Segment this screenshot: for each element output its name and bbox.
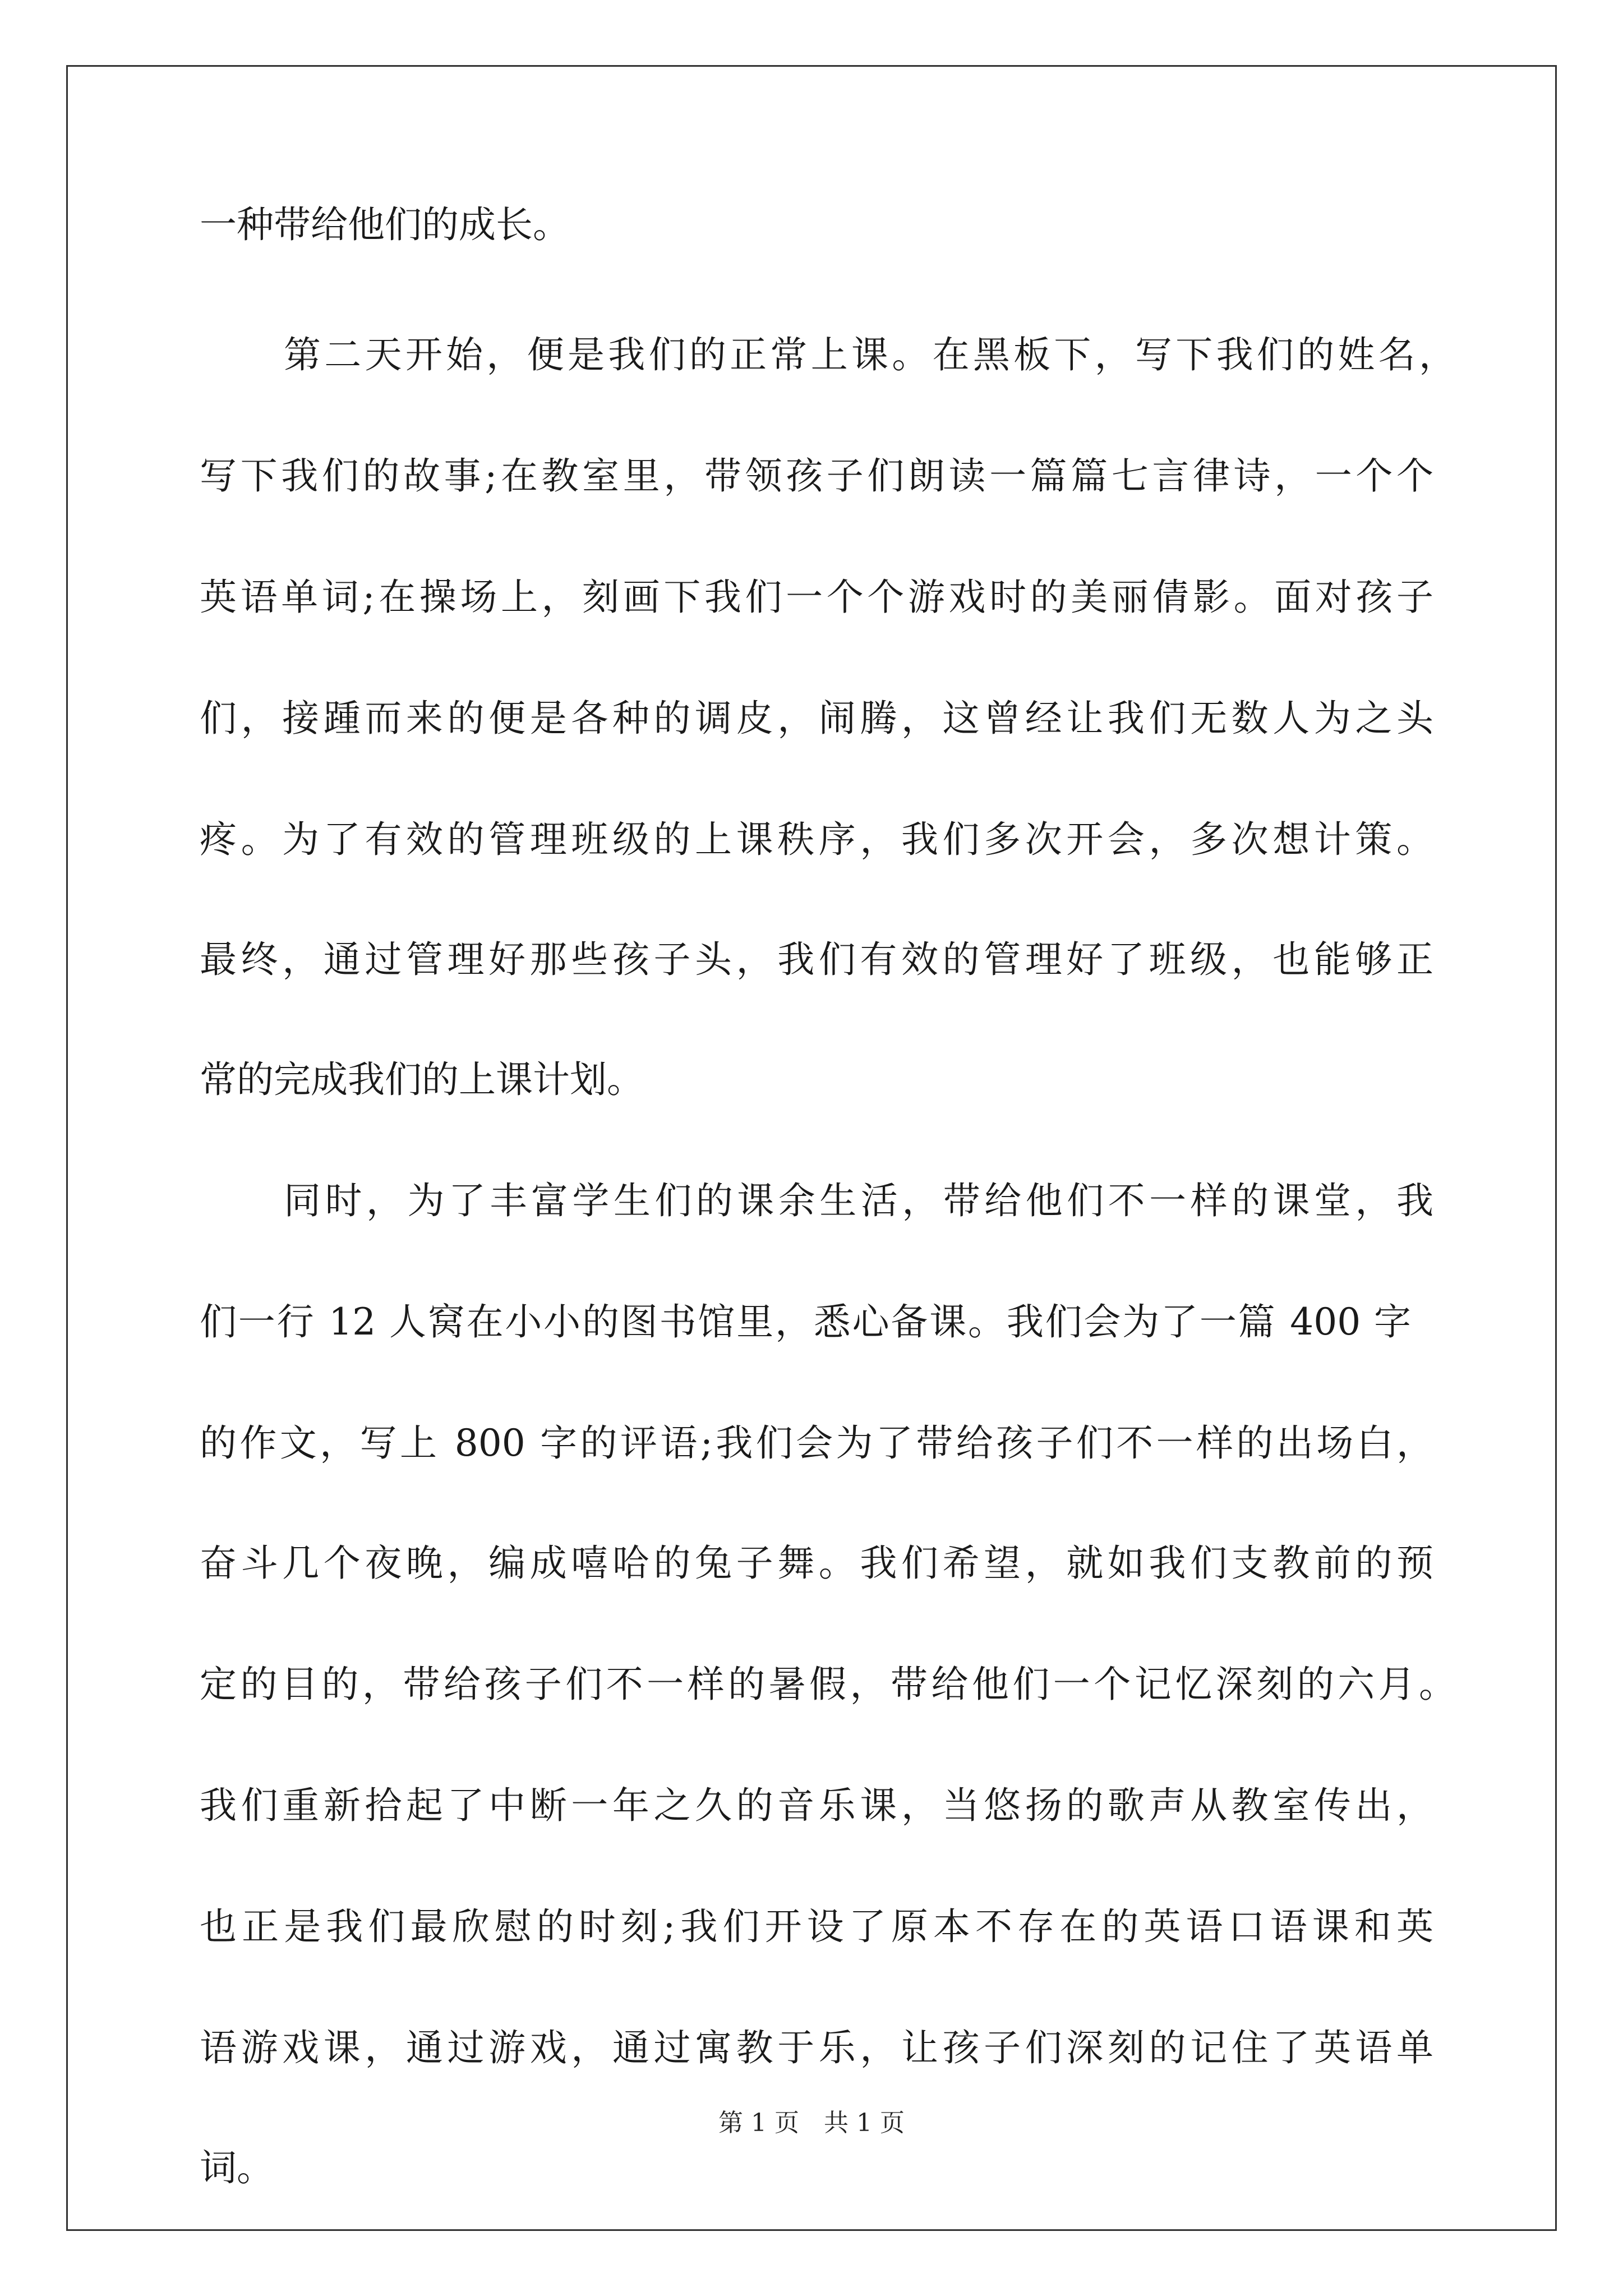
text-line: 语游戏课，通过游戏，通过寓教于乐，让孩子们深刻的记住了英语单 xyxy=(200,2026,1433,2069)
text-line: 写下我们的故事;在教室里，带领孩子们朗读一篇篇七言律诗，一个个 xyxy=(200,454,1433,498)
text-line: 也正是我们最欣慰的时刻;我们开设了原本不存在的英语口语课和英 xyxy=(200,1905,1433,1948)
text-line: 最终，通过管理好那些孩子头，我们有效的管理好了班级，也能够正 xyxy=(200,938,1433,981)
page-number-footer: 第 1 页 共 1 页 xyxy=(718,2109,905,2137)
text-line: 的作文，写上 800 字的评语;我们会为了带给孩子们不一样的出场白， xyxy=(200,1421,1433,1465)
text-line: 一种带给他们的成长。 xyxy=(200,203,570,246)
text-line: 我们重新拾起了中断一年之久的音乐课，当悠扬的歌声从教室传出， xyxy=(200,1784,1433,1827)
text-line: 们一行 12 人窝在小小的图书馆里，悉心备课。我们会为了一篇 400 字 xyxy=(200,1300,1411,1343)
paragraph-first-line: 第二天开始，便是我们的正常上课。在黑板下，写下我们的姓名， xyxy=(284,333,1456,376)
paragraph-first-line: 同时，为了丰富学生们的课余生活，带给他们不一样的课堂，我 xyxy=(284,1179,1433,1222)
text-line: 奋斗几个夜晚，编成嘻哈的兔子舞。我们希望，就如我们支教前的预 xyxy=(200,1542,1433,1585)
text-line: 英语单词;在操场上，刻画下我们一个个游戏时的美丽倩影。面对孩子 xyxy=(200,576,1433,619)
text-line: 疼。为了有效的管理班级的上课秩序，我们多次开会，多次想计策。 xyxy=(200,818,1433,861)
text-line: 词。 xyxy=(200,2146,274,2189)
text-line: 们，接踵而来的便是各种的调皮，闹腾，这曾经让我们无数人为之头 xyxy=(200,697,1433,740)
text-line: 常的完成我们的上课计划。 xyxy=(200,1058,644,1101)
text-line: 定的目的，带给孩子们不一样的暑假，带给他们一个记忆深刻的六月。 xyxy=(200,1663,1456,1706)
